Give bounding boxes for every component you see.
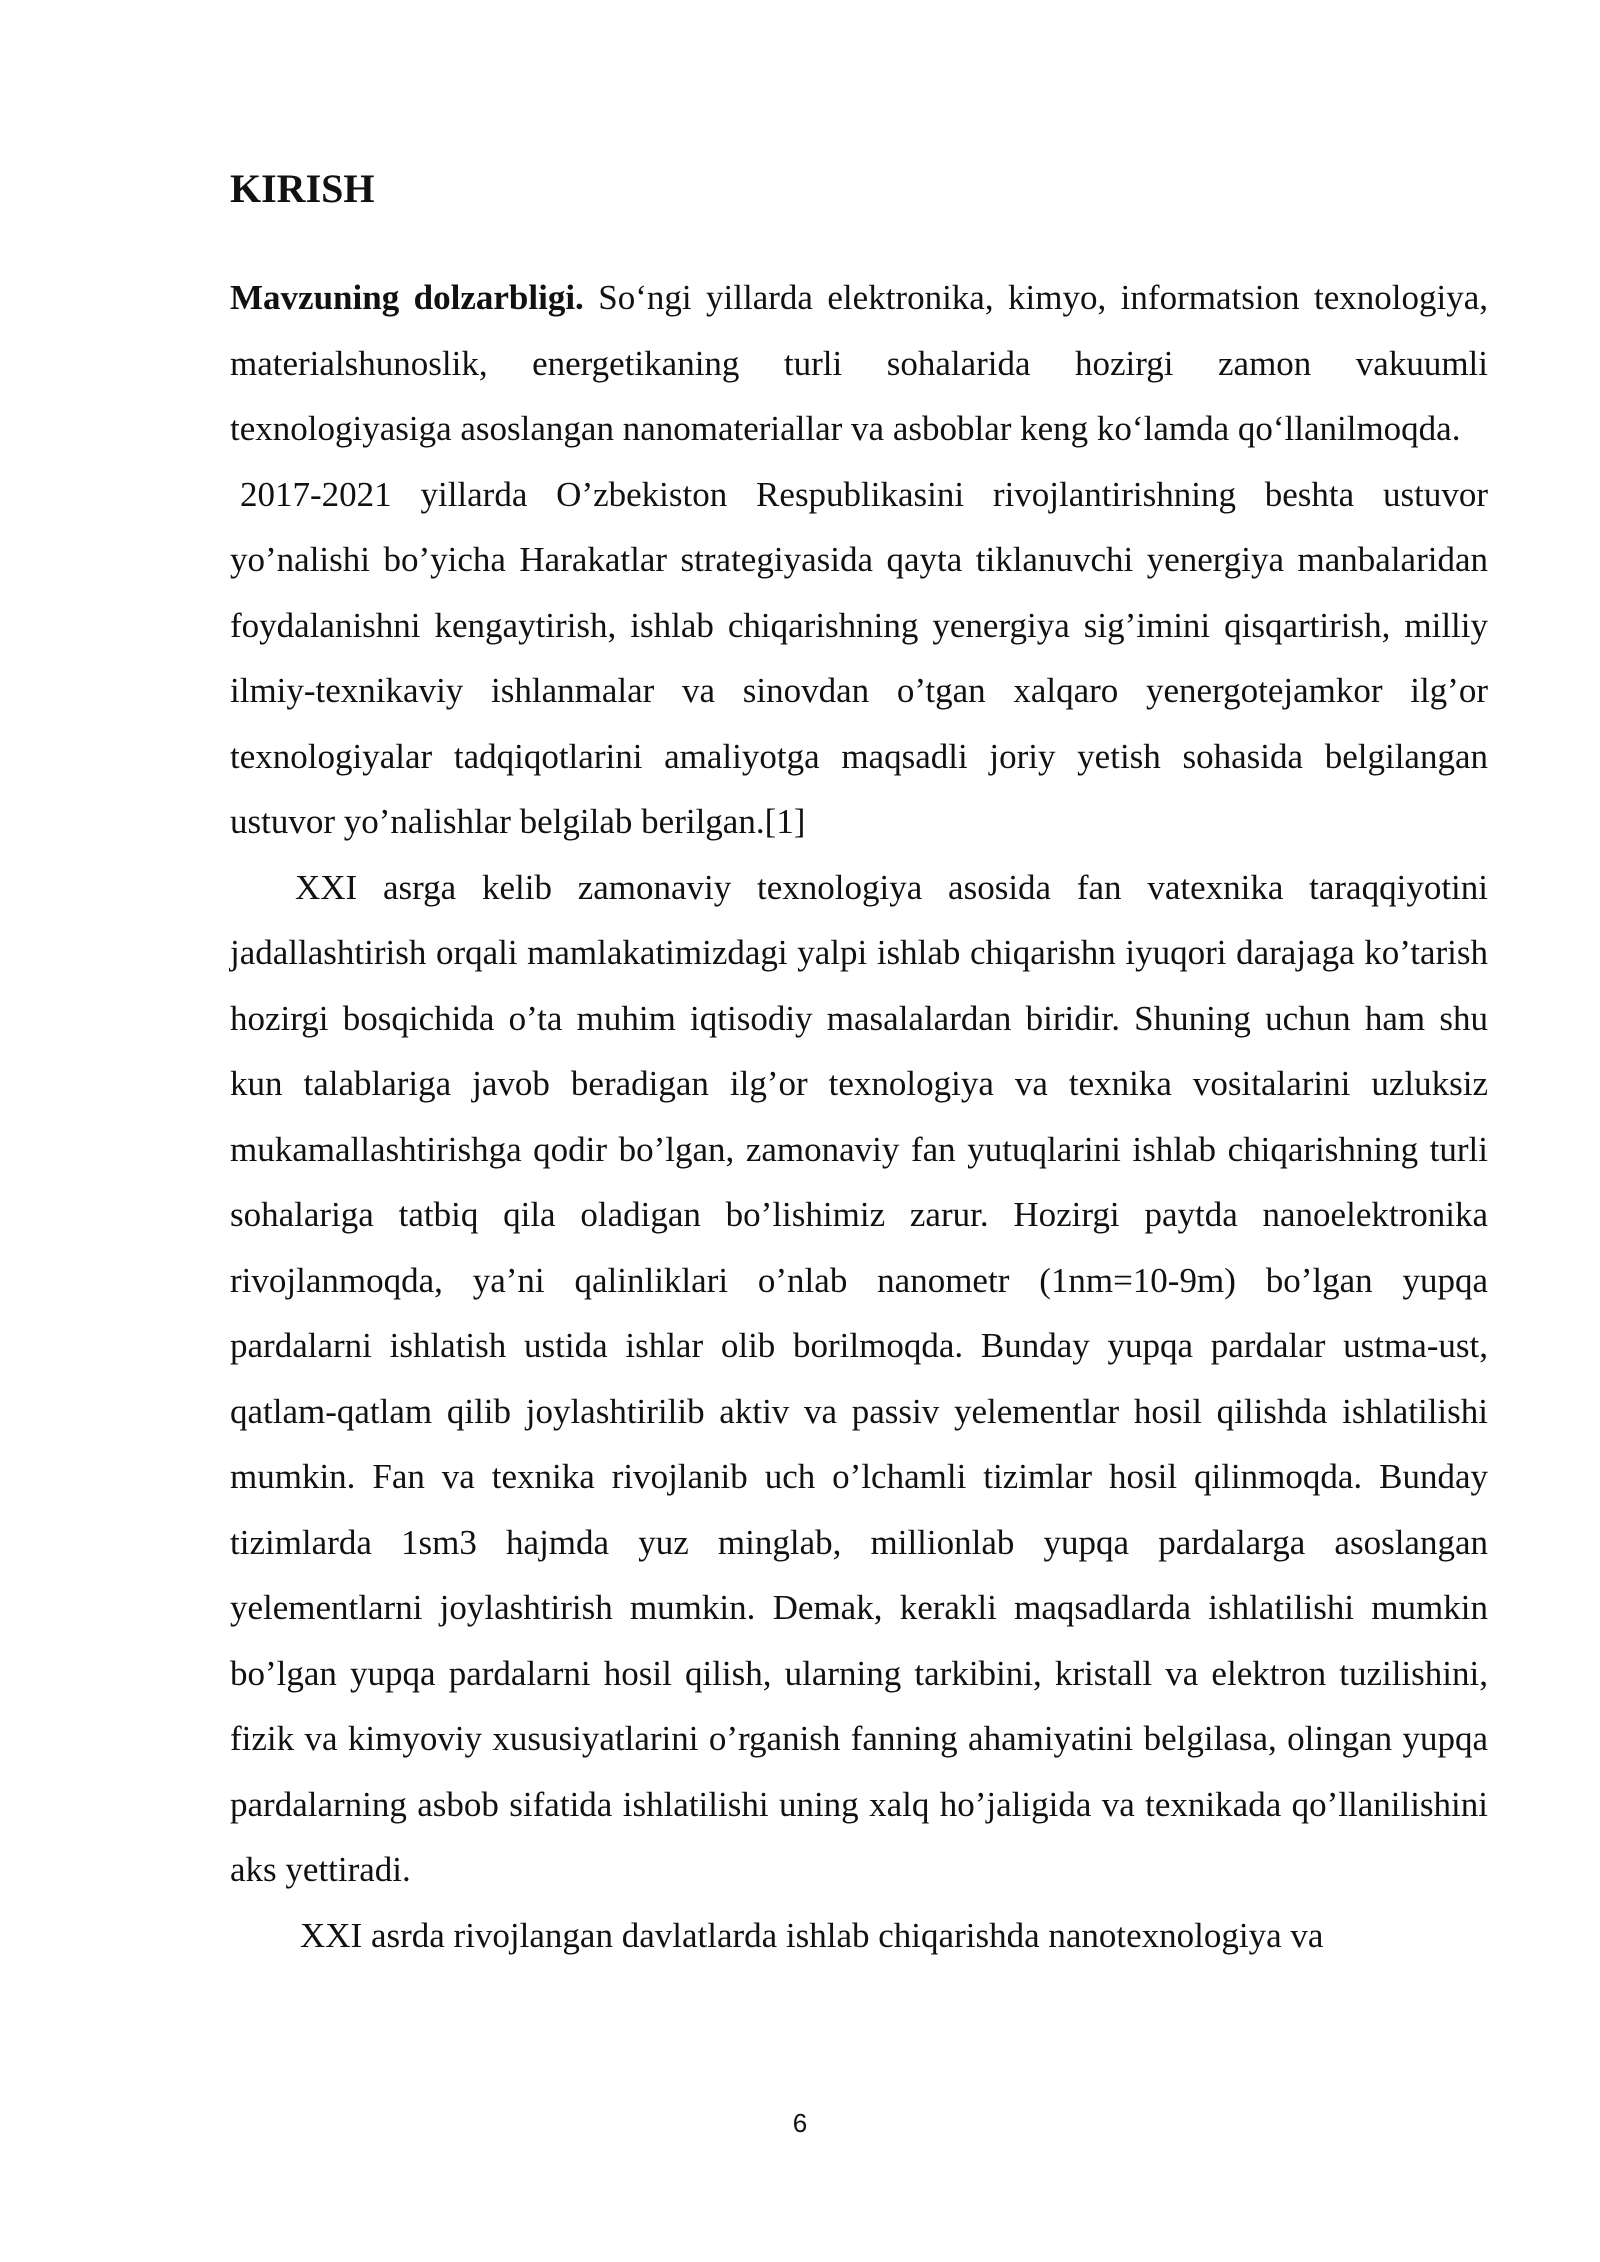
paragraph-xxi-century: XXI asrga kelib zamonaviy texnologiya asosida fan vatexnika taraqqiyotini jadallashtirish orqali mamlakatimizdagi yalpi ishlab chiqarishn iyuqori darajaga ko’tarish hozirgi bosqichida o’ta muhim iqtisodiy masalalardan biridir. Shuning uchun ham shu kun talablariga javob beradigan ilg’or texnologiya va texnika vositalarini uzluksiz mukamallashtirishga qodir bo’lgan, zamonaviy fan yutuqlarini ishlab chiqarishning turli sohalariga tatbiq qila oladigan bo’lishimiz zarur. Hozirgi paytda nanoelektronika rivojlanmoqda, ya’ni qalinliklari o’nlab nanometr (1nm=10-9m) bo’lgan yupqa pardalarni ishlatish ustida ishlar olib borilmoqda. Bunday yupqa pardalar ustma-ust, qatlam-qatlam qilib joylashtirilib aktiv va passiv yelementlar hosil qilishda ishlatilishi mumkin. Fan va texnika rivojlanib uch o’lchamli tizimlar hosil qilinmoqda. Bunday tizimlarda 1sm3 hajmda yuz minglab, millionlab yupqa pardalarga asoslangan yelementlarni joylashtirish mumkin. Demak, kerakli maqsadlarda ishlatilishi mumkin bo’lgan yupqa pardalarni hosil qilish, ularning tarkibini, kristall va elektron tuzilishini, fizik va kimyoviy xususiyatlarini o’rganish fanning ahamiyatini belgilasa, olingan yupqa pardalarning asbob sifatida ishlatilishi uning xalq ho’jaligida va texnikada qo’llanilishini aks yettiradi. (230, 867, 1488, 1889)
paragraph-text: So‘ngi yillarda elektronika, kimyo, informatsion texnologiya, materialshunoslik, energetikaning turli sohalarida hozirgi zamon vakuumli texnologiyasiga asoslangan nanomateriallar va asboblar keng ko‘lamda qo‘llanilmoqda. (230, 278, 1488, 448)
page-number: 6 (792, 2108, 808, 2138)
paragraph-lead: Mavzuning dolzarbligi. (230, 278, 584, 317)
page-content (230, 165, 1488, 1968)
paragraph-strategy: 2017-2021 yillarda O’zbekiston Respublikasini rivojlantirishning beshta ustuvor yo’nalishi bo’yicha Harakatlar strategiyasida qayta tiklanuvchi yenergiya manbalaridan foydalanishni kengaytirish, ishlab chiqarishning yenergiya sig’imini qisqartirish, milliy ilmiy-texnikaviy ishlanmalar va sinovdan o’tgan xalqaro yenergotejamkor ilg’or texnologiyalar tadqiqotlarini amaliyotga maqsadli joriy yetish sohasida belgilangan ustuvor yo’nalishlar belgilab berilgan.[1] (230, 474, 1488, 841)
paragraph-relevance (230, 265, 1488, 462)
section-heading: KIRISH (230, 166, 375, 211)
paragraph-developed-countries: XXI asrda rivojlangan davlatlarda ishlab chiqarishda nanotexnologiya va (300, 1915, 1324, 1955)
